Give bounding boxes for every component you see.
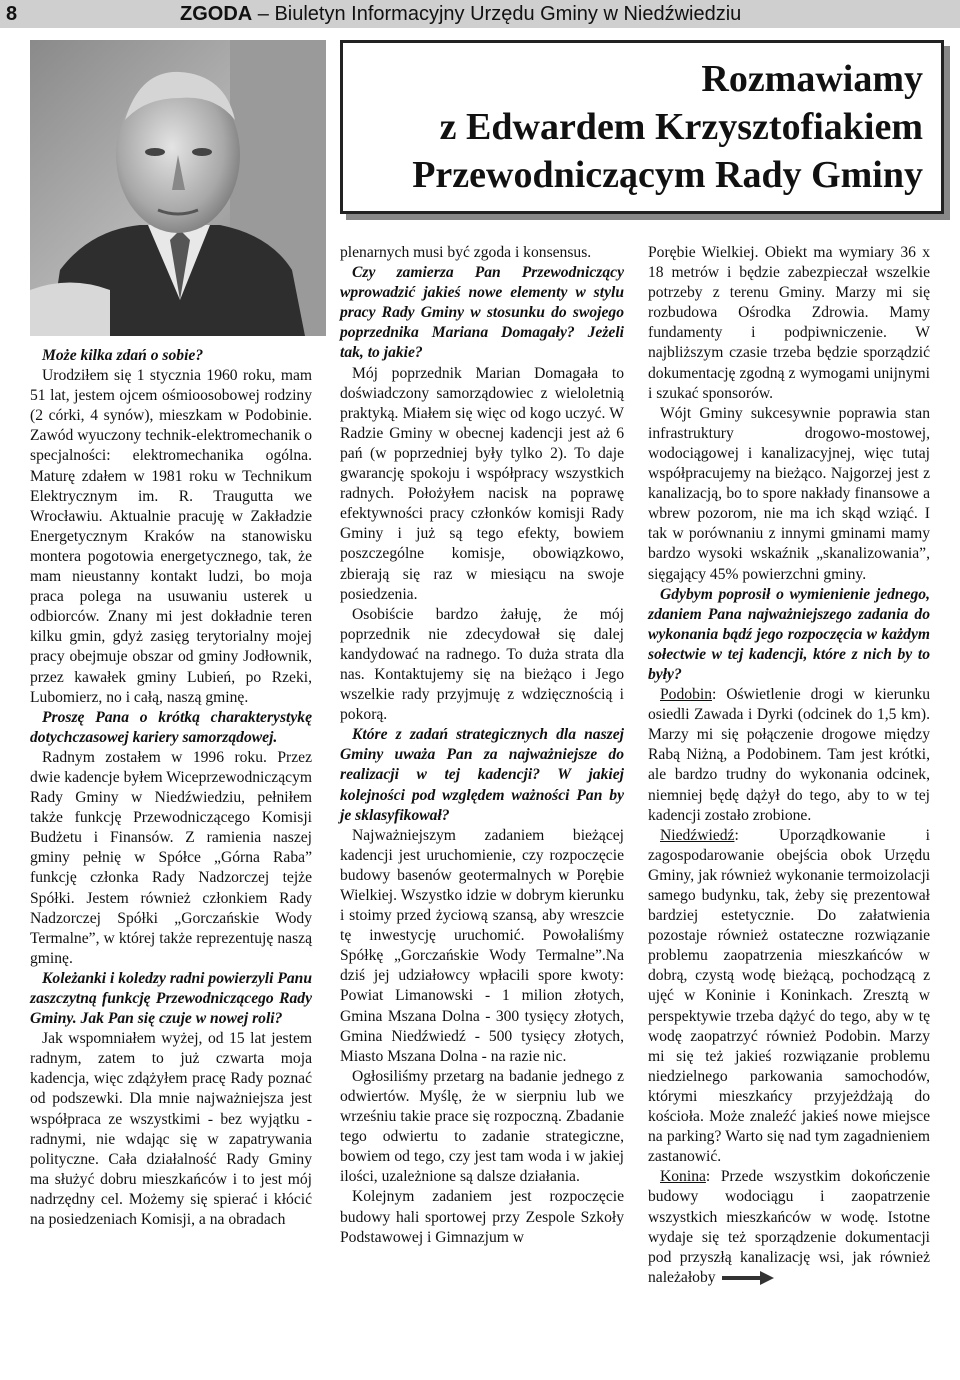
paragraph-text: Najważniejszym zadaniem bieżącej kadencji jest uruchomienie, czy rozpoczęcie budowy basenów geotermalnych w Porębie Wielkiej. Wszystko idzie w dobrym kierunku i stoimy przed życiową szansą, aby wreszcie tę inwestycję uruchomić. Powołaliśmy Spółkę „Gorczańskie Wody Termalne”.Na dziś jej udziałowcy wpłacili spore kwoty: Powiat Limanowski - 1 milion złotych, Gmina Mszana Dolna - 300 tysięcy złotych, Gmina Niedźwiedź - 500 tysięcy złotych, Miasto Mszana Dolna - na razie nic. [340,826,624,1065]
interview-answer [340,605,624,726]
interview-answer [648,1167,930,1288]
interview-question [30,346,312,366]
interview-answer [648,243,930,404]
interview-answer [340,1067,624,1188]
interview-question [340,263,624,363]
interview-answer [340,364,624,605]
paragraph-text: Gdybym poprosił o wymienienie jednego, zdaniem Pana najważniejszego zadania do wykonania bądź jego rozpoczęcia w każdym sołectwie w tej kadencji, które z nich by to były? [648,585,930,683]
headline-line-1: Rozmawiamy [701,58,923,100]
paragraph-text: Koleżanki i koledzy radni powierzyli Panu zaszczytną funkcję Przewodniczącego Rady Gminy. Jak Pan się czuje w nowej roli? [30,969,312,1028]
village-name: Podobin [660,686,712,704]
interview-answer [30,748,312,969]
interview-question [30,708,312,748]
paragraph-text: Radnym zostałem w 1996 roku. Przez dwie kadencje byłem Wiceprzewodniczącym Rady Gminy w Niedźwiedziu, pełniłem także funkcję Przewodniczącego Komisji Budżetu i Finansów. Z ramienia naszej gminy pełnię w Spółce „Górna Raba” funkcję członka Rady Nadzorczej tejże Spółki. Jestem również członkiem Rady Nadzorczej Spółki „Gorczańskie Wody Termalne”, w której także reprezentuję naszą gminę. [30,748,312,967]
paragraph-text: Osobiście bardzo żałuję, że mój poprzednik nie zdecydował się dalej kandydować na radnego. To duża strata dla nas. Kontaktujemy się na bieżąco i Jego wszelkie rady przyjmuję z wdzięcznością i pokorą. [340,605,624,724]
interview-question [648,585,930,685]
publication-title [180,0,741,28]
paragraph-text: Ogłosiliśmy przetarg na badanie jednego z odwiertów. Myślę, że w sierpniu lub we wrześniu takie prace się rozpoczną. Zbadanie tego odwiertu to zadanie strategiczne, bowiem od tego, czy jest tam woda i w jakiej ilości, uzależnione są dalsze działania. [340,1067,624,1186]
interview-answer [340,1187,624,1247]
interview-answer [648,404,930,585]
paragraph-text: Czy zamierza Pan Przewodniczący wprowadzić jakieś nowe elementy w stylu pracy Rady Gminy w stosunku do swojego poprzednika Mariana Domagały? Jeżeli tak, to jakie? [340,264,624,362]
village-name: Konina [660,1168,706,1186]
paragraph-text: : Przede wszystkim dokończenie budowy wodociągu i zaopatrzenie wszystkich mieszkańców w wodę. Istotne wydaje się też sporządzenie dokumentacji pod przyszłą kanalizację wsi, jak również należałoby [648,1168,930,1286]
paragraph-text: Wójt Gminy sukcesywnie poprawia stan infrastruktury drogowo-mostowej, wodociągowej i kanalizacyjnej, więc tutaj współpracujemy na bieżąco. Najgorzej jest z kanalizacją, bo to spore nakłady finansowe a wbrew pozorom, nie ma ich skąd wziąć. I tak w porównaniu z innymi gminami mamy bardzo wysoki wskaźnik „skanalizowania”, sięgający 45% powierzchni gminy. [648,404,930,583]
paragraph-text: : Uporządkowanie i zagospodarowanie obejścia obok Urzędu Gminy, jak również wykonanie termoizolacji samego budynku, tak, żeby się prezentował bardziej estetycznie. Do załatwienia pozostaje również ostateczne rozwiązanie problemu zaopatrzenia mieszkańców w dobrą, czystą wodę bieżącą, pochodzącą z ujęć w Koninie i Koninkach. Zresztą w perspektywie trzeba dążyć do tego, aby w tę wodę zaopatrzyć również Podobin. Marzy mi się też jakieś rozwiązanie problemu niedzielnego parkowania samochodów, którymi mieszkańcy przyjeżdżają do kościoła. Może znaleźć jakieś nowe miejsce na parking? Warto się nad tym zagadnieniem zastanowić. [648,826,930,1166]
interview-answer [648,826,930,1168]
paragraph-text: Które z zadań strategicznych dla naszej Gminy uważa Pan za najważniejsze do realizacji w tej kadencji? W jakiej kolejności pod względem ważności Pan by je sklasyfikował? [340,726,624,824]
village-name: Niedźwiedź [660,826,735,844]
paragraph-text: Mój poprzednik Marian Domagała to doświadczony samorządowiec z wieloletnią praktyką. Miałem się więc od kogo uczyć. W Radzie Gminy w obecnej kadencji jest aż 6 pań (w poprzedniej były tylko 2). To daje gwarancję spokoju i współpracy wszystkich radnych. Położyłem nacisk na poprawę efektywności pracy członków komisji Rady Gminy i już są tego efekty, bowiem poszczególne komisje, obowiązkowo, zbierają się raz w miesiącu na swoje posiedzenia. [340,364,624,603]
paragraph-text: Proszę Pana o krótką charakterystykę dotychczasowej kariery samorządowej. [30,708,312,746]
article-column-2 [340,243,624,1248]
interview-question [30,969,312,1029]
paragraph-text: Kolejnym zadaniem jest rozpoczęcie budowy hali sportowej przy Zespole Szkoły Podstawowej i Gimnazjum w [340,1188,624,1246]
page-number: 8 [6,3,18,25]
paragraph-text: Porębie Wielkiej. Obiekt ma wymiary 36 x 18 metrów i będzie zabezpieczał wszelkie potrzeby z terenu Gminy. Marzy mi się rozbudowa Ośrodka Zdrowia. Mamy fundamenty i podpiwniczenie. W najbliższym czasie trzeba będzie sporządzić dokumentację zgodną z wymogami unijnymi i szukać sponsorów. [648,244,930,402]
paragraph-text: plenarnych musi być zgoda i konsensus. [340,244,592,261]
paragraph-text: Jak wspomniałem wyżej, od 15 lat jestem radnym, zatem to już czwarta moja kadencja, więc zdążyłem pracę Rady poznać od podszewki. Dla mnie najważniejsza jest współpraca ze wszystkimi - bez wyjątku - radnymi, nie wdając się w zapatrywania polityczne. Cała działalność Rady Gminy ma służyć dobru mieszkańców i to jest mój nadrzędny cel. Możemy się spierać i kłócić na posiedzeniach Komisji, a na obradach [30,1030,312,1229]
publication-name: ZGODA [180,3,253,25]
paragraph-text: Urodziłem się 1 stycznia 1960 roku, mam 51 lat, jestem ojcem ośmioosobowej rodziny (2 córki, 4 synów), mieszkam w Podobinie. Zawód wyuczony technik-elektromechanik o specjalności: elektromechanika ogólna. Maturę zdałem w 1981 roku w Technikum Elektrycznym im. R. Traugutta we Wrocławiu. Aktualnie pracuję w Zakładzie Energetycznym Kraków na stanowisku montera pogotowia energetycznego, tak, że mam nieustanny kontakt ludzi, bo moja praca polega na usuwaniu usterek u odbiorców. Znany mi jest dokładnie teren kilku gmin, gdyż zasięg terytorialny mojej pracy obejmuje obszar od gminy Jodłownik, przez kawałek gminy Lubień, po Rzeki, Lubomierz, no i całą, naszą gminę. [30,367,312,706]
article-column-1 [30,346,312,1230]
interview-answer [340,826,624,1067]
paragraph-text: : Oświetlenie drogi w kierunku osiedli Zawada i Dyrki (odcinek do 1,5 km). Marzy mi się połączenie drogowe między Rabą Niżną, a Podobinem. Tam jest krótki, ale bardzo trudny do wykonania odcinek, niemniej będę dążył do tego, aby to w tej kadencji zostało zrobione. [648,686,930,824]
continued-arrow-icon [722,1271,774,1285]
article-column-3 [648,243,930,1288]
headline-line-3: Przewodniczącym Rady Gminy [412,154,923,196]
publication-subtitle: – Biuletyn Informacyjny Urzędu Gminy w Niedźwiedziu [252,3,742,25]
headline-line-2: z Edwardem Krzysztofiakiem [439,106,923,148]
interview-answer [340,243,624,263]
interview-answer [30,1029,312,1230]
interview-answer [648,685,930,826]
paragraph-text: Może kilka zdań o sobie? [42,347,204,364]
headline-box [340,40,944,214]
portrait-photo [30,40,326,336]
interview-answer [30,366,312,708]
interview-question [340,725,624,825]
